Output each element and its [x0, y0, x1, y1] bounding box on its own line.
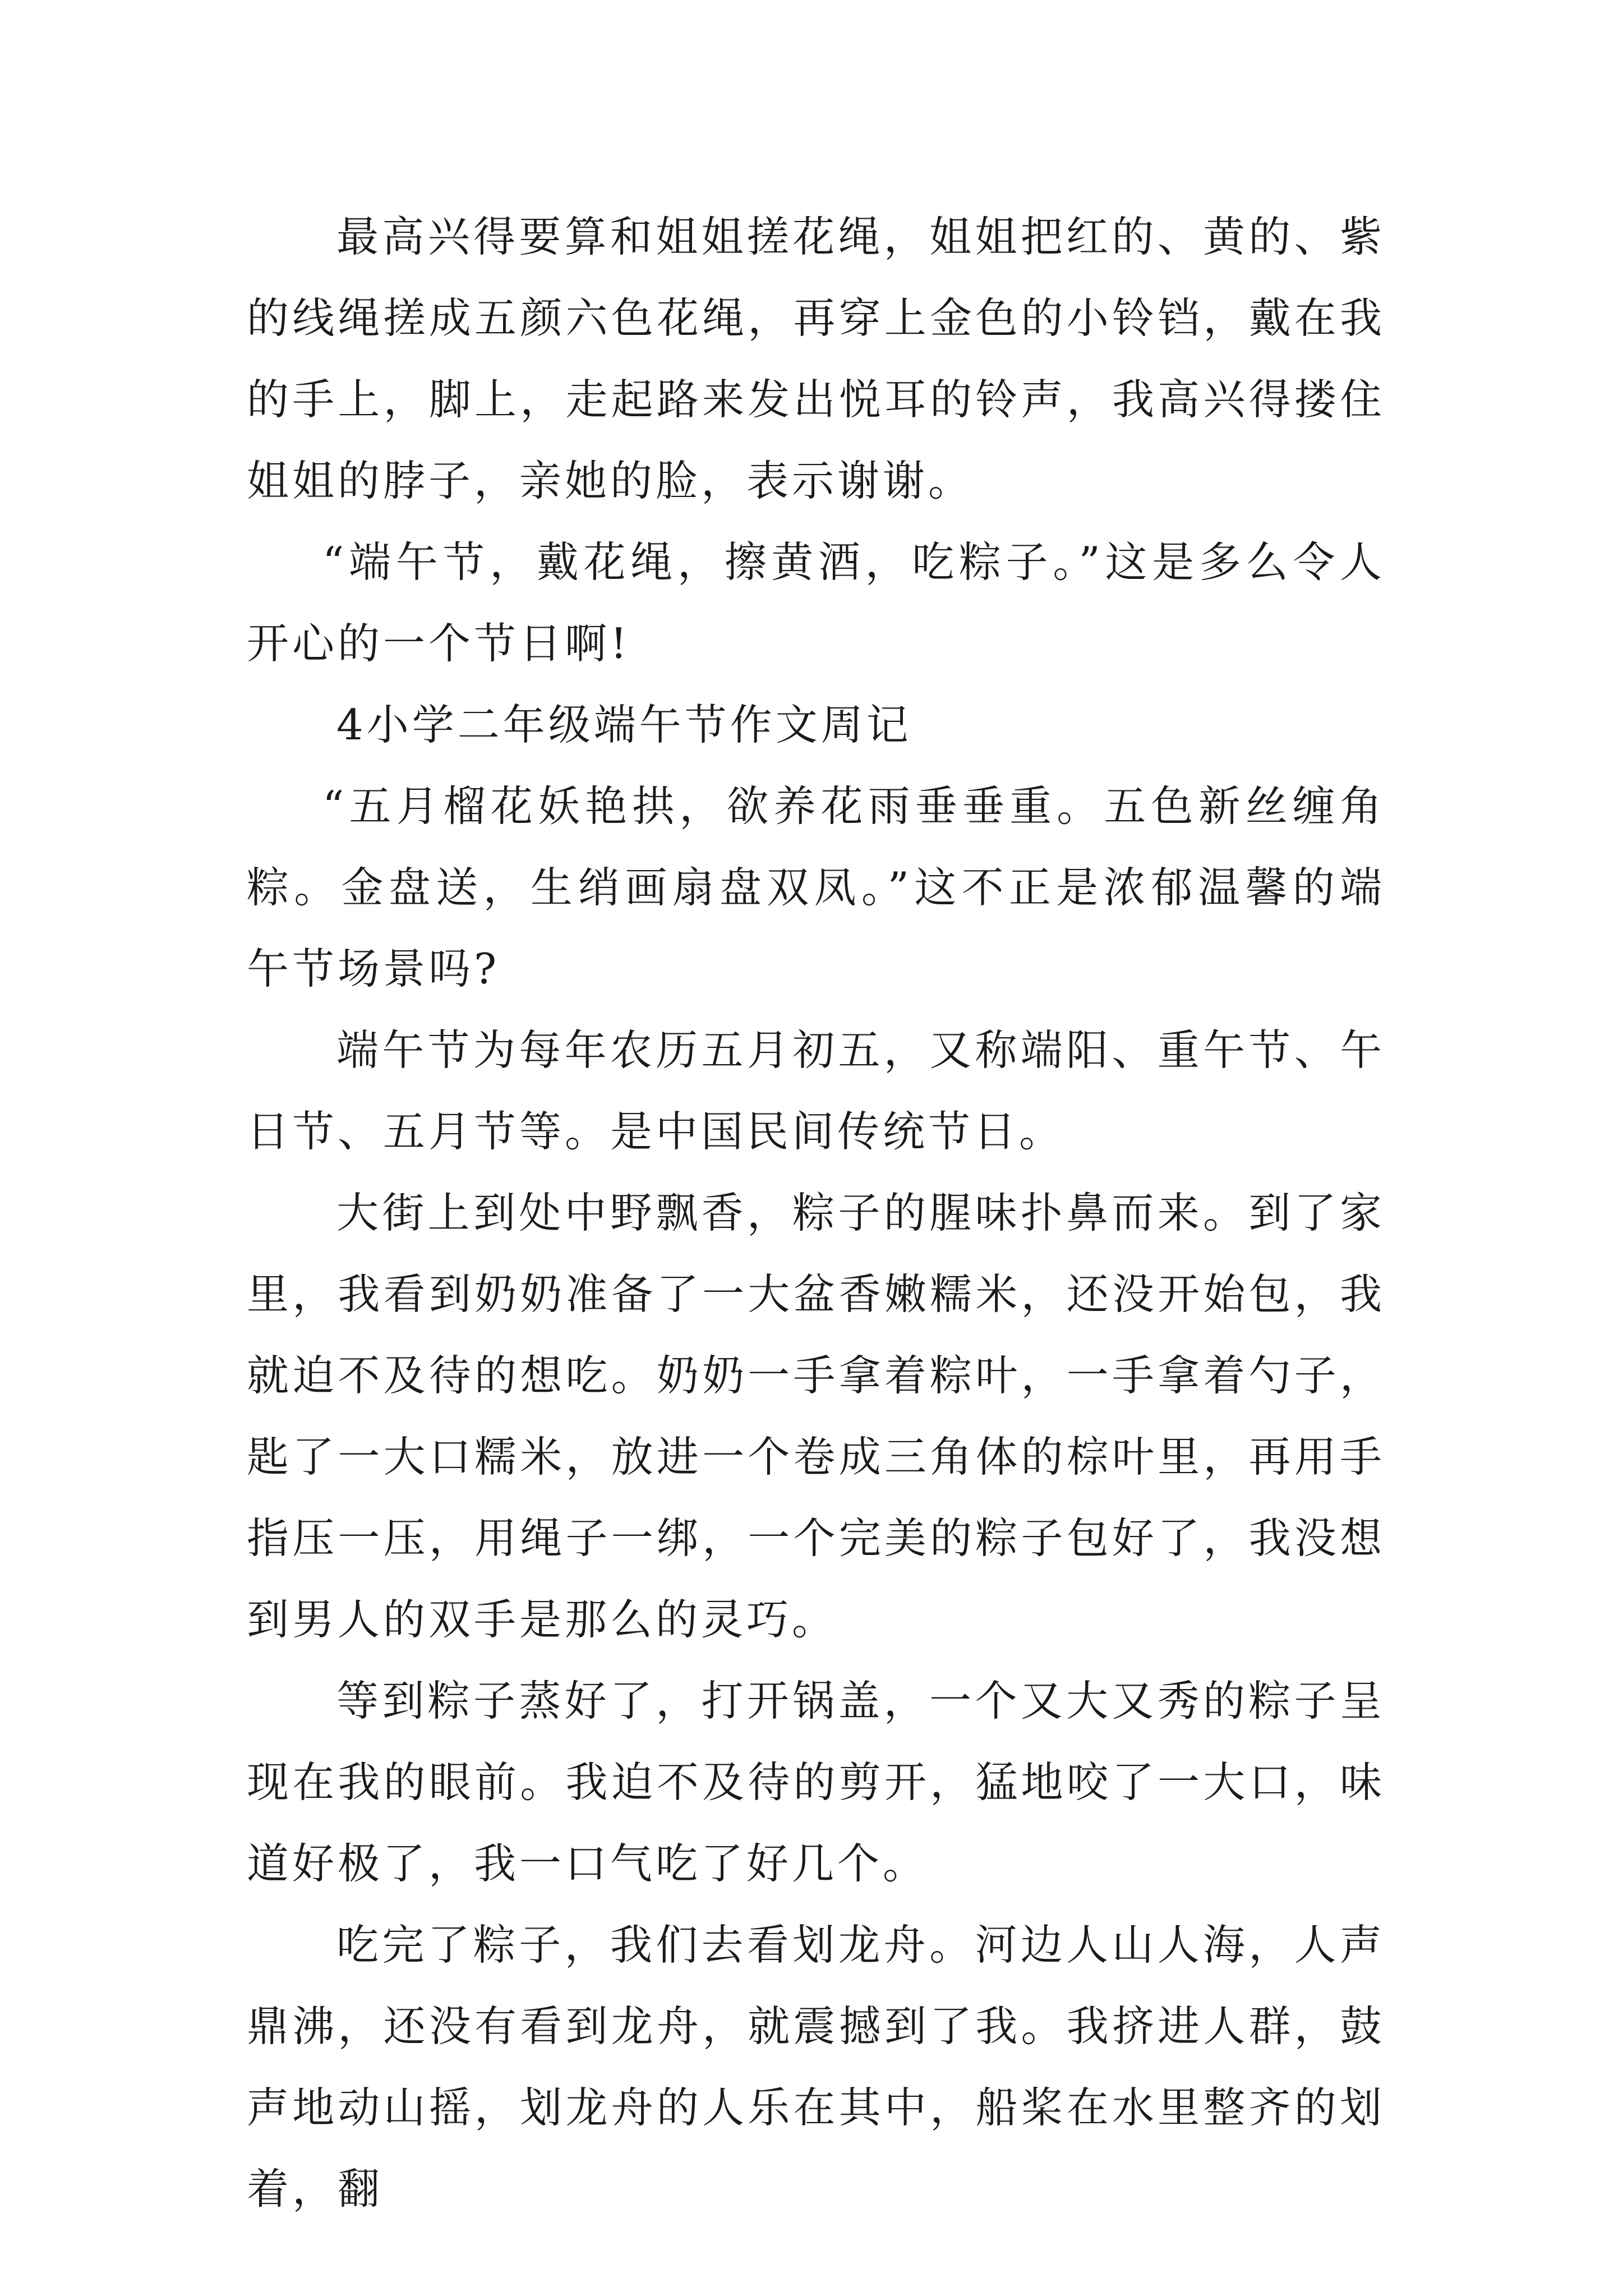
paragraph-dragon-boat: 吃完了粽子，我们去看划龙舟。河边人山人海，人声鼎沸，还没有看到龙舟，就震撼到了我。我挤进人群，鼓声地动山摇，划龙舟的人乐在其中，船桨在水里整齐的划着，翻: [247, 1920, 1385, 2214]
paragraph-making-zongzi: 大街上到处中野飘香，粽子的腥味扑鼻而来。到了家里，我看到奶奶准备了一大盆香嫩糯米，还没开始包，我就迫不及待的想吃。奶奶一手拿着粽叶，一手拿着勺子，匙了一大口糯米，放进一个卷成三角体的棕叶里，再用手指压一压，用绳子一绑，一个完美的粽子包好了，我没想到男人的双手是那么的灵巧。: [247, 1188, 1385, 1644]
essay-heading: 4小学二年级端午节作文周记: [336, 700, 912, 749]
document-body: [247, 196, 1385, 2230]
paragraph-flower-rope: 最高兴得要算和姐姐搓花绳，姐姐把红的、黄的、紫的线绳搓成五颜六色花绳，再穿上金色的小铃铛，戴在我的手上，脚上，走起路来发出悦耳的铃声，我高兴得搂住姐姐的脖子，亲她的脸，表示谢谢。: [247, 212, 1385, 505]
paragraph-poem-quote: “五月榴花妖艳拱，欲养花雨垂垂重。五色新丝缠角粽。金盘送，生绡画扇盘双凤。”这不正是浓郁温馨的端午节场景吗?: [247, 781, 1385, 993]
paragraph-eating-zongzi: 等到粽子蒸好了，打开锅盖，一个又大又秀的粽子呈现在我的眼前。我迫不及待的剪开，猛地咬了一大口，味道好极了，我一口气吃了好几个。: [247, 1676, 1385, 1888]
paragraph-festival-quote: “端午节，戴花绳，擦黄酒，吃粽子。”这是多么令人开心的一个节日啊!: [247, 537, 1385, 668]
paragraph-festival-intro: 端午节为每年农历五月初五，又称端阳、重午节、午日节、五月节等。是中国民间传统节日。: [247, 1025, 1385, 1156]
